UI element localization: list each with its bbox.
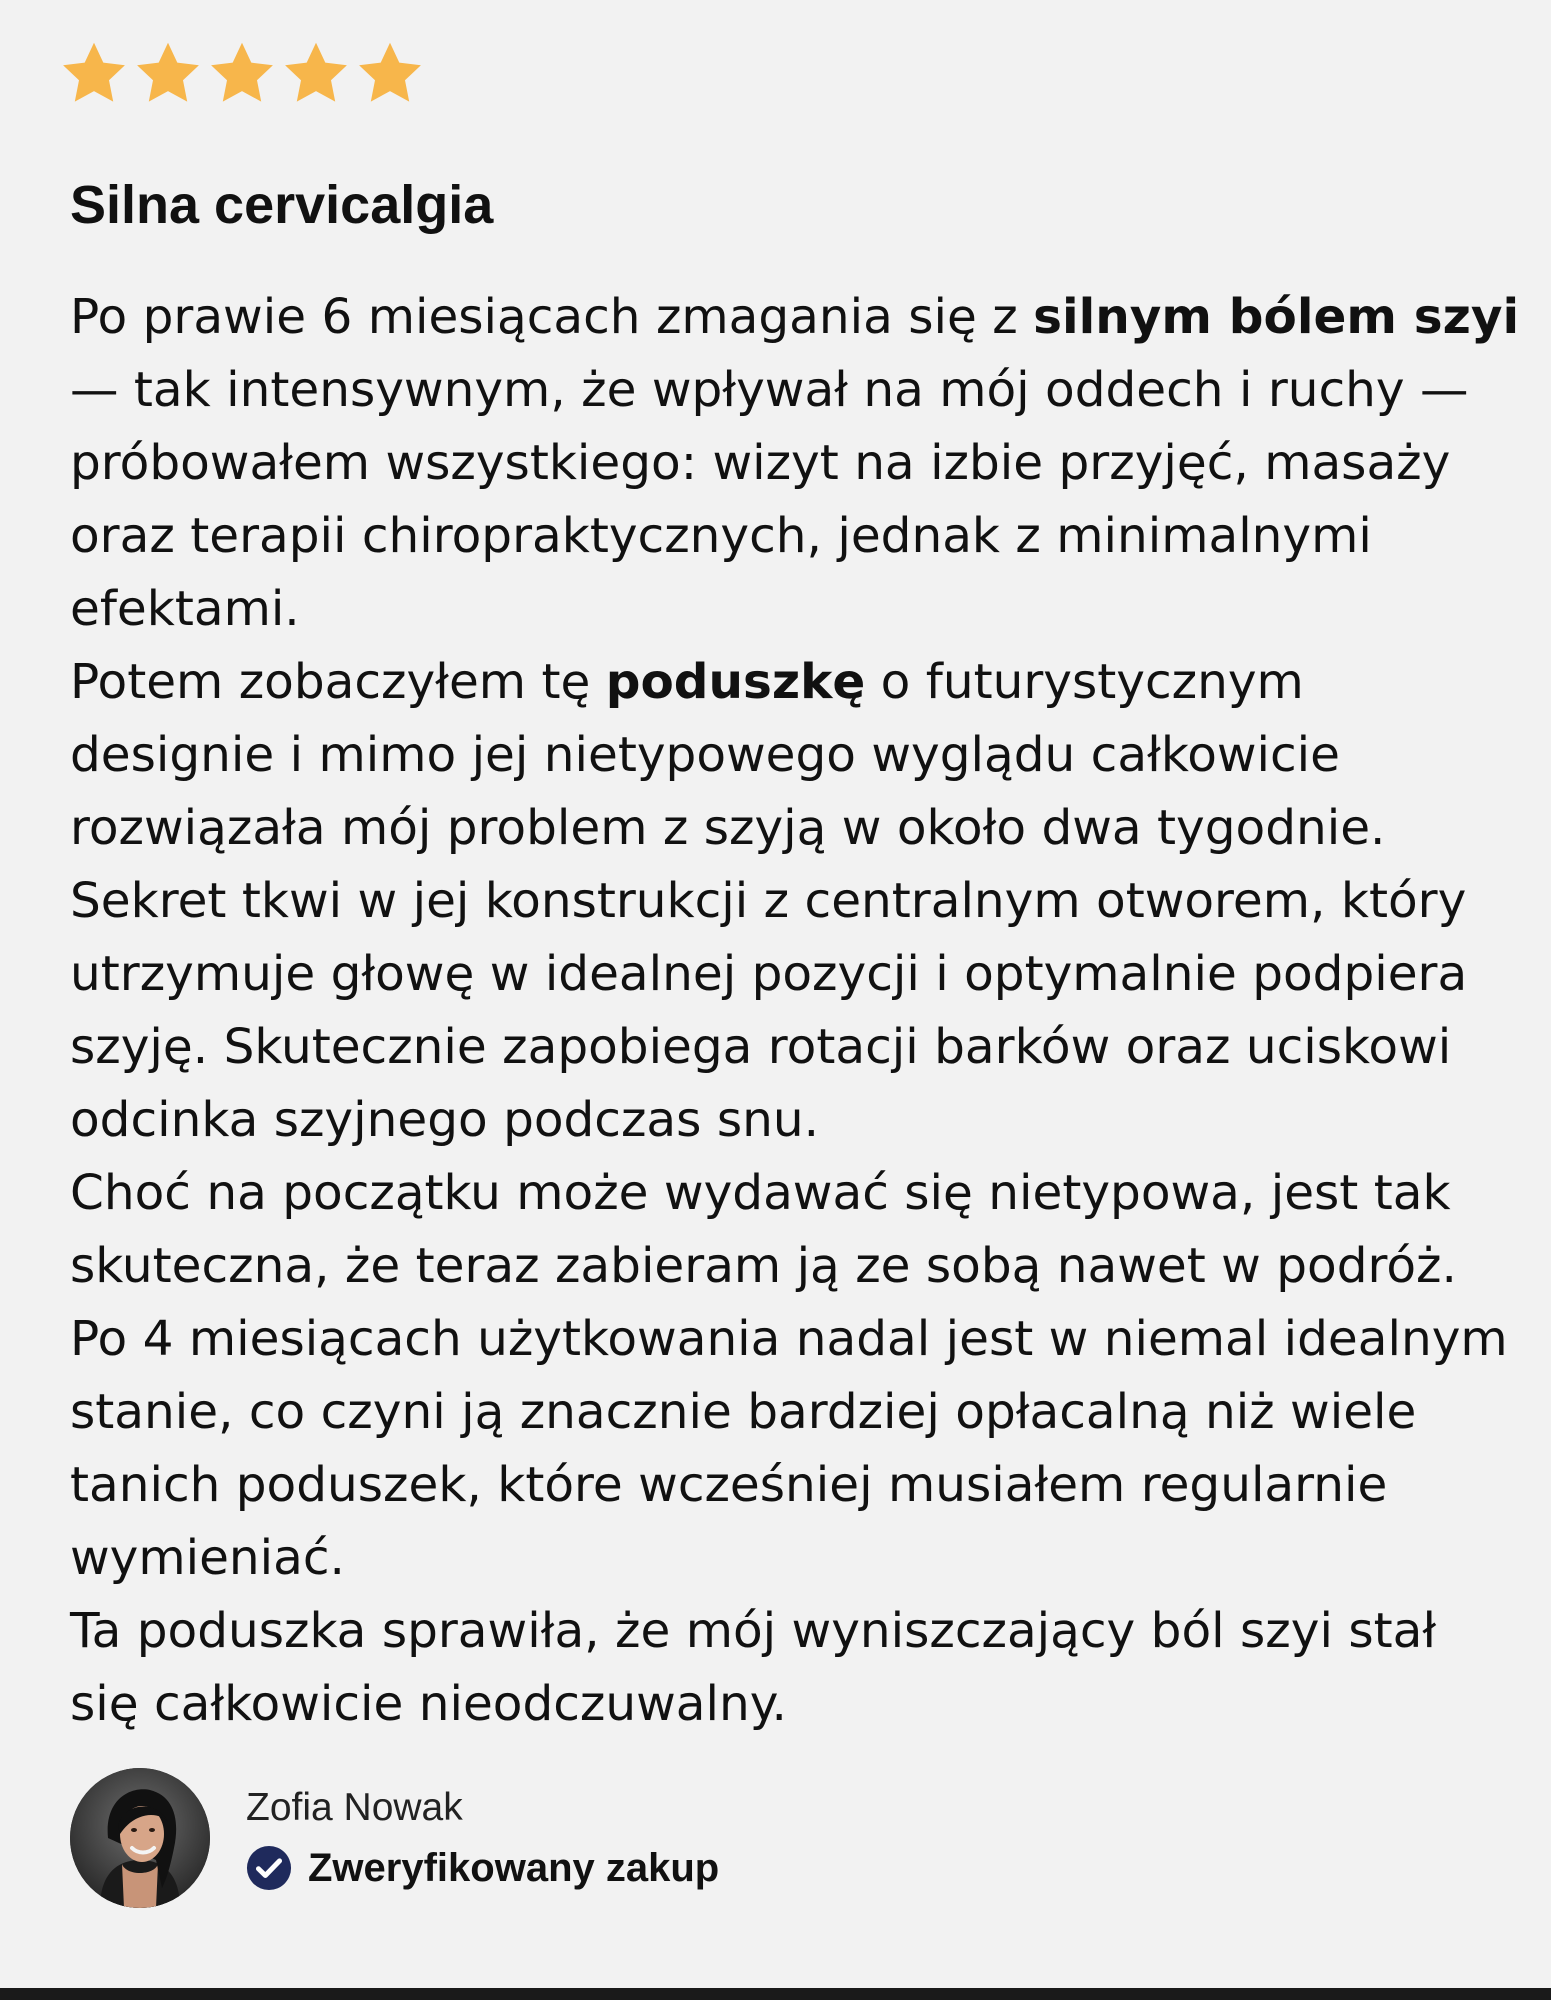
- review-text: Po prawie 6 miesiącach zmagania się z: [70, 289, 1034, 345]
- star-icon: [280, 38, 352, 110]
- author-name: Zofia Nowak: [246, 1786, 463, 1829]
- review-text-highlight: poduszkę: [605, 654, 866, 710]
- review-text: Ta poduszka sprawiła, że mój wyniszczający ból szyi stał się całkowicie nieodczuwalny.: [70, 1603, 1437, 1732]
- review-paragraph: [70, 1595, 1520, 1741]
- review-paragraph: [70, 1157, 1520, 1303]
- star-rating: [58, 38, 426, 110]
- review-text: o futurystycznym designie i mimo jej nietypowego wyglądu całkowicie rozwiązała mój problem z szyją w około dwa tygodnie.: [70, 654, 1386, 856]
- star-icon: [58, 38, 130, 110]
- verified-purchase: [246, 1843, 719, 1893]
- review-text: Potem zobaczyłem tę: [70, 654, 606, 710]
- star-icon: [206, 38, 278, 110]
- review-text: Sekret tkwi w jej konstrukcji z centralnym otworem, który utrzymuje głowę w idealnej pozycji i optymalnie podpiera szyję. Skutecznie zapobiega rotacji barków oraz uciskowi odcinka szyjnego podczas snu.: [70, 873, 1468, 1148]
- review-paragraph: [70, 1303, 1520, 1595]
- review-paragraph: [70, 281, 1520, 646]
- review-title: Silna cervicalgia: [70, 175, 494, 235]
- verified-purchase-label: Zweryfikowany zakup: [308, 1846, 720, 1890]
- author-info: [246, 1783, 719, 1893]
- review-paragraph: [70, 646, 1520, 865]
- review-body: [70, 281, 1520, 1741]
- review-text: Choć na początku może wydawać się nietypowa, jest tak skuteczna, że teraz zabieram ją ze sobą nawet w podróż.: [70, 1165, 1457, 1294]
- verified-check-icon: [246, 1845, 292, 1891]
- review-text: Po 4 miesiącach użytkowania nadal jest w niemal idealnym stanie, co czyni ją znacznie bardziej opłacalną niż wiele tanich poduszek, które wcześniej musiałem regularnie wymieniać.: [70, 1311, 1508, 1586]
- review-text: — tak intensywnym, że wpływał na mój oddech i ruchy — próbowałem wszystkiego: wizyt na izbie przyjęć, masaży oraz terapii chiropraktycznych, jednak z minimalnymi efektami.: [70, 362, 1469, 637]
- star-icon: [354, 38, 426, 110]
- review-text-highlight: silnym bólem szyi: [1033, 289, 1520, 345]
- star-icon: [132, 38, 204, 110]
- review-author: [70, 1768, 719, 1908]
- review-paragraph: [70, 865, 1520, 1157]
- bottom-border: [0, 1988, 1551, 2000]
- avatar: [70, 1768, 210, 1908]
